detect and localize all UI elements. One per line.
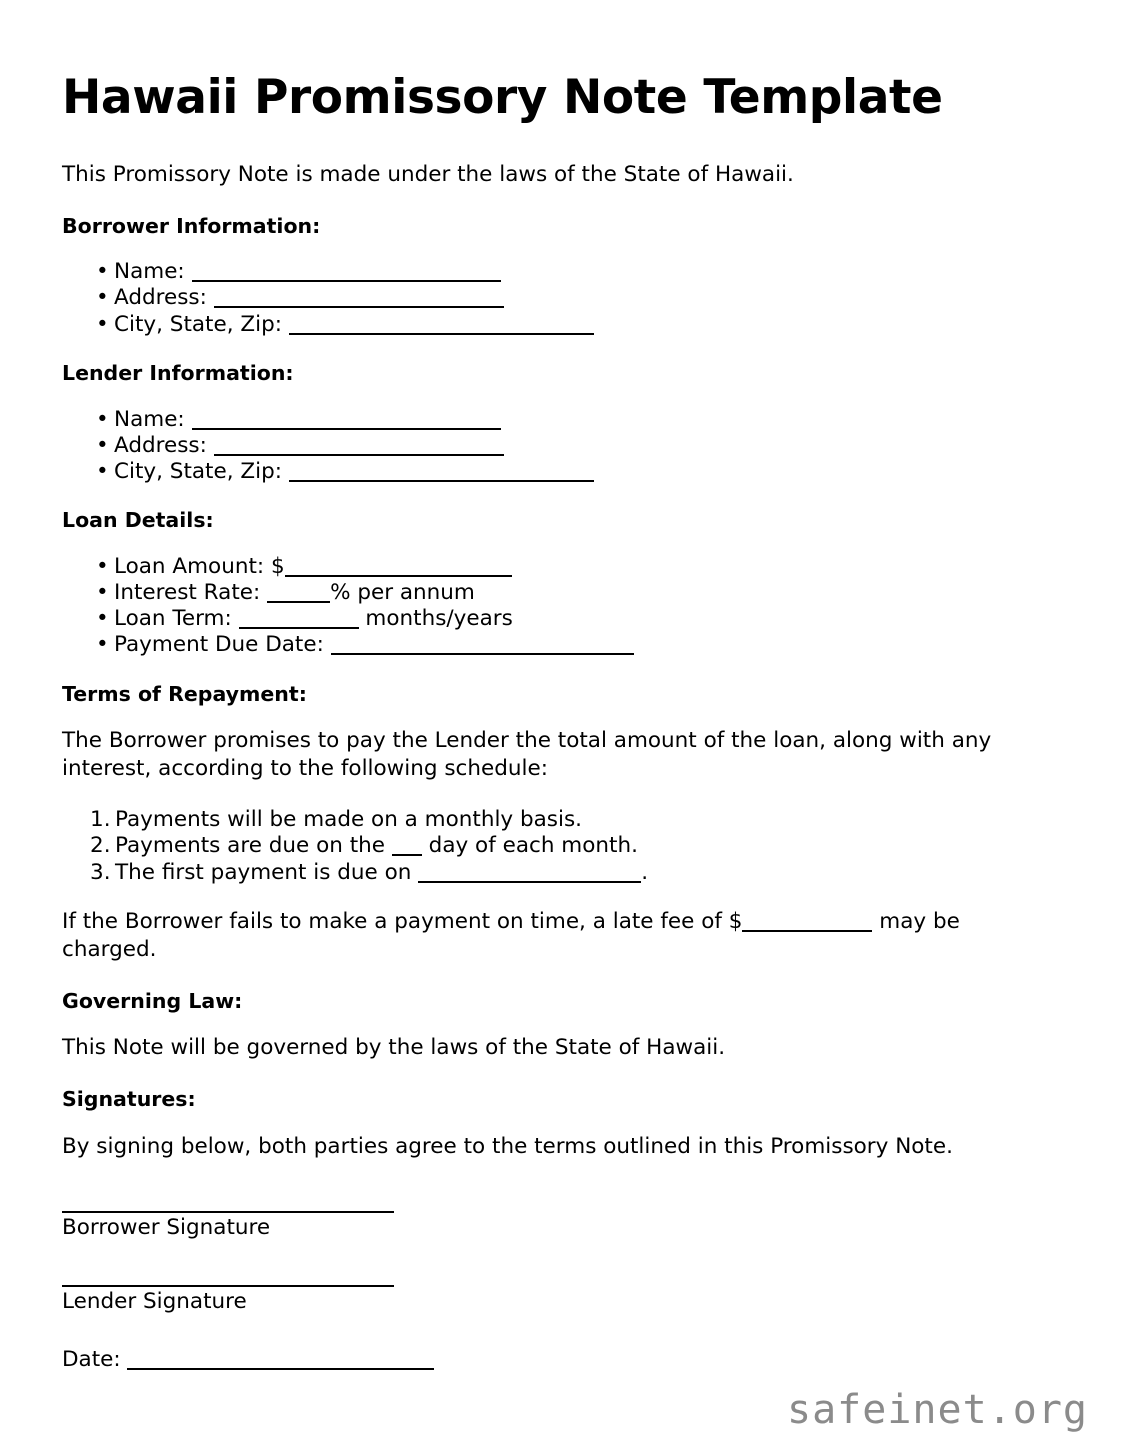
- lender-signature-label: Lender Signature: [62, 1289, 247, 1315]
- borrower-information-heading: Borrower Information:: [62, 213, 321, 238]
- late-fee-paragraph: [62, 908, 1015, 964]
- terms-of-repayment-heading: Terms of Repayment:: [62, 681, 307, 706]
- spacer: [62, 659, 1015, 681]
- governing-law-paragraph: This Note will be governed by the laws of the State of Hawaii.: [62, 1035, 726, 1061]
- document-content: [62, 62, 1015, 1374]
- item-suffix: day of each month.: [421, 833, 638, 859]
- list-item: [62, 433, 1015, 459]
- first-payment-date-blank[interactable]: [418, 867, 641, 883]
- field-label: Interest Rate:: [114, 580, 268, 606]
- signatures-heading: Signatures:: [62, 1087, 196, 1112]
- spacer: [62, 886, 1015, 908]
- borrower-signature-label: Borrower Signature: [62, 1214, 271, 1240]
- field-label: Name:: [114, 406, 185, 432]
- spacer: [62, 125, 1015, 161]
- date-field-row: [62, 1345, 1015, 1373]
- item-text: Payments are due on the: [115, 833, 392, 859]
- late-fee-text-before: If the Borrower fails to make a payment on time, a late fee of $: [62, 908, 743, 934]
- list-item: [62, 833, 1015, 859]
- list-item: [62, 285, 1015, 311]
- list-item: [62, 407, 1015, 433]
- item-text: The first payment is due on: [115, 859, 419, 885]
- late-fee-blank[interactable]: [742, 916, 872, 932]
- signatures-intro-paragraph: By signing below, both parties agree to the terms outlined in this Promissory Note.: [62, 1133, 953, 1159]
- date-label: Date:: [62, 1347, 121, 1373]
- payment-due-date-blank[interactable]: [331, 639, 634, 655]
- borrower-city-state-zip-blank[interactable]: [289, 319, 594, 335]
- governing-law-heading: Governing Law:: [62, 988, 243, 1013]
- intro-paragraph: This Promissory Note is made under the laws of the State of Hawaii.: [62, 161, 794, 187]
- list-item: [62, 606, 1015, 632]
- lender-information-list: [62, 407, 1015, 486]
- list-item: [62, 554, 1015, 580]
- list-item: [62, 860, 1015, 886]
- field-suffix: months/years: [358, 606, 513, 632]
- spacer: [62, 239, 1015, 259]
- field-label: Name:: [114, 259, 185, 285]
- loan-details-heading: Loan Details:: [62, 508, 214, 533]
- date-blank[interactable]: [127, 1354, 434, 1370]
- terms-intro-paragraph: The Borrower promises to pay the Lender the total amount of the loan, along with any interest, according to the following schedule:: [62, 728, 992, 782]
- list-item: [62, 459, 1015, 485]
- spacer: [62, 1014, 1015, 1034]
- late-fee-text-after: may be charged.: [62, 908, 960, 962]
- spacer: [62, 534, 1015, 554]
- loan-amount-blank[interactable]: [285, 561, 512, 577]
- lender-information-heading: Lender Information:: [62, 360, 294, 385]
- field-suffix: % per annum: [330, 580, 475, 606]
- spacer: [62, 707, 1015, 727]
- borrower-name-blank[interactable]: [192, 266, 501, 282]
- interest-rate-blank[interactable]: [267, 587, 330, 603]
- spacer: [62, 485, 1015, 507]
- field-label: Address:: [114, 432, 207, 458]
- field-label: Payment Due Date:: [114, 632, 331, 658]
- field-label: Loan Amount: $: [114, 553, 285, 579]
- borrower-address-blank[interactable]: [214, 292, 504, 308]
- page-title: Hawaii Promissory Note Template: [62, 70, 943, 125]
- lender-name-blank[interactable]: [192, 414, 501, 430]
- list-item: [62, 807, 1015, 833]
- lender-city-state-zip-blank[interactable]: [289, 466, 594, 482]
- lender-address-blank[interactable]: [214, 440, 504, 456]
- list-item: [62, 259, 1015, 285]
- item-text: Payments will be made on a monthly basis.: [115, 807, 583, 833]
- borrower-information-list: [62, 259, 1015, 338]
- list-item: [62, 632, 1015, 658]
- field-label: Loan Term:: [114, 606, 239, 632]
- spacer: [62, 338, 1015, 360]
- spacer: [62, 1113, 1015, 1133]
- list-item: [62, 580, 1015, 606]
- loan-details-list: [62, 554, 1015, 659]
- payment-day-blank[interactable]: [392, 840, 422, 856]
- list-item: [62, 312, 1015, 338]
- spacer: [62, 1161, 1015, 1211]
- spacer: [62, 1241, 1015, 1285]
- item-suffix: .: [641, 859, 649, 885]
- repayment-schedule-list: [62, 807, 1015, 886]
- field-label: Address:: [114, 285, 207, 311]
- field-label: City, State, Zip:: [114, 311, 282, 337]
- spacer: [62, 1062, 1015, 1086]
- spacer: [62, 1315, 1015, 1345]
- spacer: [62, 783, 1015, 807]
- field-label: City, State, Zip:: [114, 458, 282, 484]
- watermark: safeinet.org: [787, 1387, 1088, 1433]
- spacer: [62, 189, 1015, 213]
- spacer: [62, 964, 1015, 988]
- spacer: [62, 387, 1015, 407]
- loan-term-blank[interactable]: [239, 613, 359, 629]
